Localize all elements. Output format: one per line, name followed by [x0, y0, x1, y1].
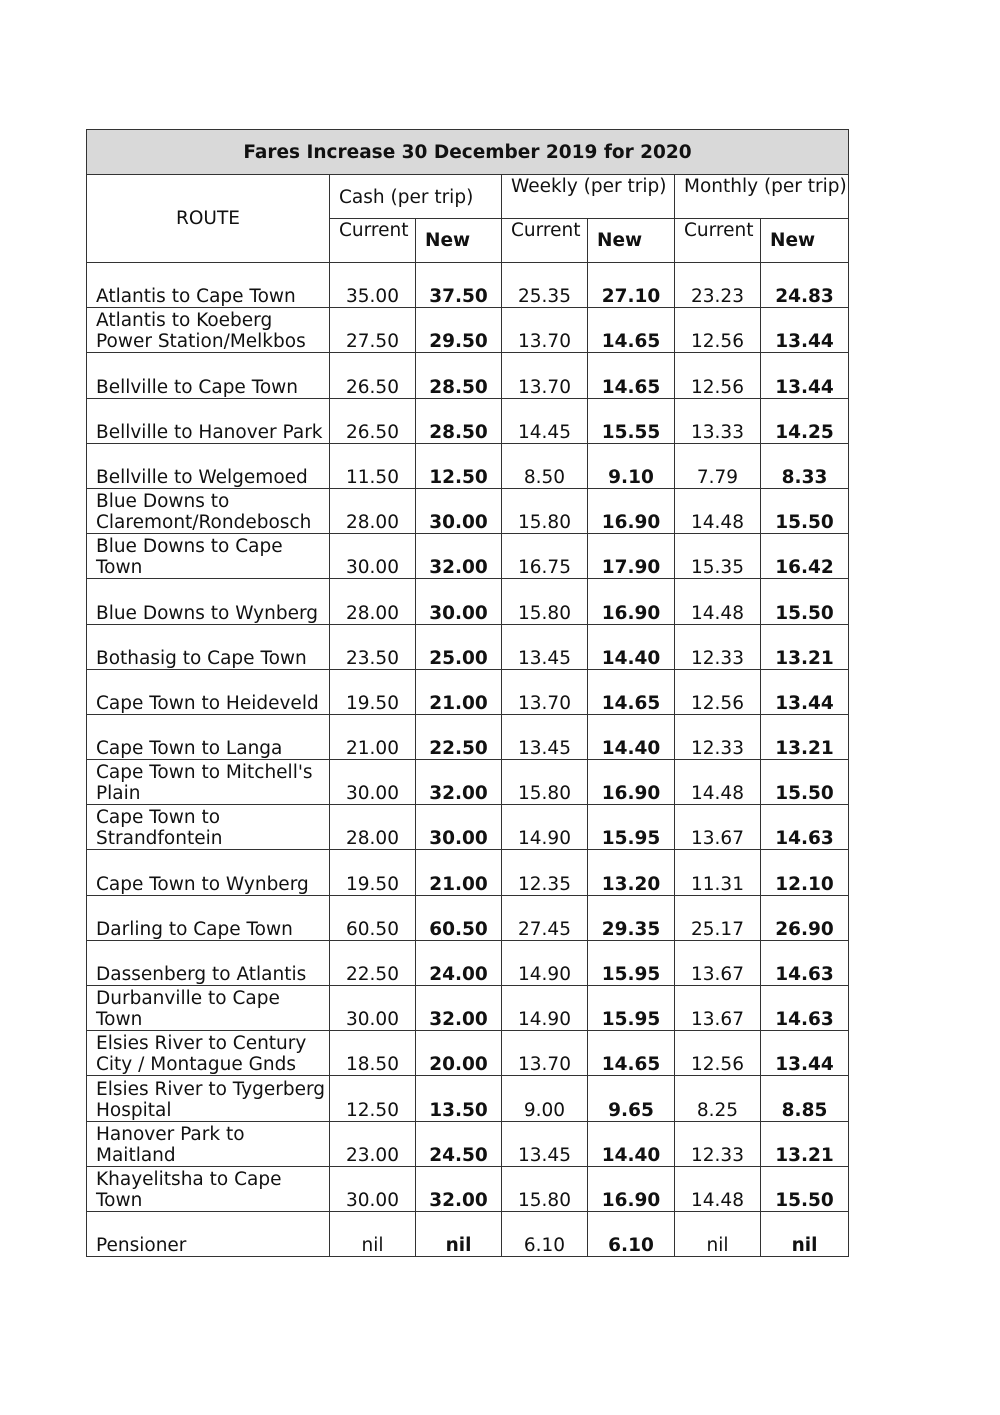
cash-new-cell: 30.00 — [416, 579, 502, 624]
monthly-new-cell: 13.21 — [761, 1121, 849, 1166]
weekly-new-cell: 27.10 — [588, 263, 675, 308]
weekly-current-cell: 14.90 — [502, 986, 588, 1031]
monthly-current-cell: 12.33 — [675, 624, 761, 669]
route-cell: Darling to Cape Town — [87, 895, 330, 940]
monthly-current-cell: 13.67 — [675, 940, 761, 985]
route-cell: Blue Downs to Cape Town — [87, 534, 330, 579]
weekly-current-cell: 15.80 — [502, 488, 588, 533]
monthly-new-cell: 8.85 — [761, 1076, 849, 1121]
monthly-new-cell: 13.44 — [761, 669, 849, 714]
cash-header: Cash (per trip) — [330, 175, 502, 219]
table-row — [87, 308, 849, 353]
cash-new-header: New — [416, 219, 502, 263]
weekly-current-cell: 13.45 — [502, 714, 588, 759]
weekly-current-cell: 9.00 — [502, 1076, 588, 1121]
fares-table — [86, 129, 849, 1257]
cash-new-cell: 32.00 — [416, 534, 502, 579]
weekly-new-cell: 29.35 — [588, 895, 675, 940]
cash-new-cell: 13.50 — [416, 1076, 502, 1121]
weekly-new-cell: 16.90 — [588, 760, 675, 805]
monthly-header: Monthly (per trip) — [675, 175, 849, 219]
route-cell: Atlantis to Koeberg Power Station/Melkbos — [87, 308, 330, 353]
monthly-current-cell: 13.67 — [675, 986, 761, 1031]
table-row — [87, 895, 849, 940]
weekly-new-cell: 14.65 — [588, 308, 675, 353]
weekly-current-cell: 13.70 — [502, 1031, 588, 1076]
monthly-new-cell: 24.83 — [761, 263, 849, 308]
monthly-current-cell: 14.48 — [675, 488, 761, 533]
monthly-current-cell: 23.23 — [675, 263, 761, 308]
weekly-current-cell: 13.70 — [502, 308, 588, 353]
monthly-current-cell: 14.48 — [675, 760, 761, 805]
table-title: Fares Increase 30 December 2019 for 2020 — [87, 130, 849, 175]
monthly-current-cell: 14.48 — [675, 579, 761, 624]
weekly-current-cell: 6.10 — [502, 1211, 588, 1256]
weekly-current-cell: 8.50 — [502, 443, 588, 488]
cash-new-cell: 30.00 — [416, 805, 502, 850]
weekly-current-cell: 13.45 — [502, 1121, 588, 1166]
weekly-current-header: Current — [502, 219, 588, 263]
cash-new-cell: 32.00 — [416, 986, 502, 1031]
weekly-new-cell: 6.10 — [588, 1211, 675, 1256]
cash-current-cell: 28.00 — [330, 579, 416, 624]
table-row — [87, 579, 849, 624]
weekly-new-cell: 17.90 — [588, 534, 675, 579]
weekly-new-cell: 9.65 — [588, 1076, 675, 1121]
monthly-current-cell: 14.48 — [675, 1166, 761, 1211]
weekly-current-cell: 14.90 — [502, 805, 588, 850]
cash-current-cell: 26.50 — [330, 398, 416, 443]
route-cell: Elsies River to Century City / Montague Gnds — [87, 1031, 330, 1076]
cash-new-cell: 20.00 — [416, 1031, 502, 1076]
monthly-new-cell: 14.63 — [761, 805, 849, 850]
weekly-new-cell: 9.10 — [588, 443, 675, 488]
table-row — [87, 1121, 849, 1166]
weekly-current-cell: 13.70 — [502, 353, 588, 398]
monthly-current-cell: 11.31 — [675, 850, 761, 895]
cash-new-cell: 21.00 — [416, 850, 502, 895]
fare-rows — [87, 263, 849, 1257]
monthly-new-cell: 13.21 — [761, 624, 849, 669]
weekly-current-cell: 15.80 — [502, 760, 588, 805]
weekly-current-cell: 14.45 — [502, 398, 588, 443]
cash-current-cell: 28.00 — [330, 805, 416, 850]
cash-new-cell: 24.00 — [416, 940, 502, 985]
monthly-new-cell: 8.33 — [761, 443, 849, 488]
weekly-new-cell: 14.40 — [588, 714, 675, 759]
cash-current-cell: 30.00 — [330, 534, 416, 579]
monthly-new-cell: 13.21 — [761, 714, 849, 759]
route-cell: Hanover Park to Maitland — [87, 1121, 330, 1166]
monthly-new-cell: 14.63 — [761, 940, 849, 985]
cash-new-cell: 28.50 — [416, 353, 502, 398]
cash-new-cell: 37.50 — [416, 263, 502, 308]
monthly-current-cell: 12.56 — [675, 353, 761, 398]
weekly-current-cell: 16.75 — [502, 534, 588, 579]
cash-current-cell: 30.00 — [330, 1166, 416, 1211]
table-row — [87, 805, 849, 850]
table-row — [87, 1211, 849, 1256]
weekly-new-cell: 15.95 — [588, 805, 675, 850]
monthly-current-header: Current — [675, 219, 761, 263]
route-cell: Bellville to Welgemoed — [87, 443, 330, 488]
weekly-new-cell: 14.65 — [588, 669, 675, 714]
route-cell: Blue Downs to Wynberg — [87, 579, 330, 624]
route-cell: Dassenberg to Atlantis — [87, 940, 330, 985]
cash-new-cell: nil — [416, 1211, 502, 1256]
monthly-current-cell: 12.33 — [675, 714, 761, 759]
cash-new-cell: 32.00 — [416, 1166, 502, 1211]
table-row — [87, 1076, 849, 1121]
table-row — [87, 488, 849, 533]
weekly-current-cell: 12.35 — [502, 850, 588, 895]
weekly-header: Weekly (per trip) — [502, 175, 675, 219]
monthly-current-cell: 25.17 — [675, 895, 761, 940]
route-cell: Atlantis to Cape Town — [87, 263, 330, 308]
cash-new-cell: 60.50 — [416, 895, 502, 940]
weekly-current-cell: 25.35 — [502, 263, 588, 308]
monthly-new-cell: nil — [761, 1211, 849, 1256]
cash-new-cell: 29.50 — [416, 308, 502, 353]
route-cell: Cape Town to Mitchell's Plain — [87, 760, 330, 805]
monthly-new-cell: 16.42 — [761, 534, 849, 579]
monthly-current-cell: 12.56 — [675, 308, 761, 353]
route-cell: Bothasig to Cape Town — [87, 624, 330, 669]
route-cell: Bellville to Cape Town — [87, 353, 330, 398]
cash-current-cell: 26.50 — [330, 353, 416, 398]
monthly-current-cell: 12.56 — [675, 1031, 761, 1076]
cash-current-cell: 11.50 — [330, 443, 416, 488]
route-header: ROUTE — [87, 175, 330, 263]
table-row — [87, 443, 849, 488]
cash-current-cell: 35.00 — [330, 263, 416, 308]
weekly-current-cell: 13.45 — [502, 624, 588, 669]
monthly-current-cell: 15.35 — [675, 534, 761, 579]
route-cell: Blue Downs to Claremont/Rondebosch — [87, 488, 330, 533]
weekly-new-cell: 14.65 — [588, 353, 675, 398]
monthly-current-cell: 12.33 — [675, 1121, 761, 1166]
weekly-new-cell: 14.40 — [588, 624, 675, 669]
table-row — [87, 534, 849, 579]
weekly-new-cell: 15.95 — [588, 940, 675, 985]
monthly-new-cell: 15.50 — [761, 760, 849, 805]
table-row — [87, 1166, 849, 1211]
weekly-new-cell: 16.90 — [588, 1166, 675, 1211]
route-cell: Pensioner — [87, 1211, 330, 1256]
route-cell: Cape Town to Strandfontein — [87, 805, 330, 850]
route-cell: Bellville to Hanover Park — [87, 398, 330, 443]
weekly-current-cell: 13.70 — [502, 669, 588, 714]
weekly-current-cell: 15.80 — [502, 1166, 588, 1211]
cash-new-cell: 12.50 — [416, 443, 502, 488]
cash-new-cell: 24.50 — [416, 1121, 502, 1166]
cash-new-cell: 30.00 — [416, 488, 502, 533]
monthly-current-cell: 8.25 — [675, 1076, 761, 1121]
monthly-new-cell: 14.25 — [761, 398, 849, 443]
cash-current-cell: 30.00 — [330, 986, 416, 1031]
route-cell: Cape Town to Langa — [87, 714, 330, 759]
weekly-new-cell: 15.55 — [588, 398, 675, 443]
weekly-new-cell: 13.20 — [588, 850, 675, 895]
monthly-new-cell: 13.44 — [761, 353, 849, 398]
monthly-new-cell: 15.50 — [761, 488, 849, 533]
cash-current-cell: 18.50 — [330, 1031, 416, 1076]
table-row — [87, 398, 849, 443]
monthly-current-cell: nil — [675, 1211, 761, 1256]
monthly-current-cell: 13.67 — [675, 805, 761, 850]
table-row — [87, 940, 849, 985]
route-cell: Cape Town to Heideveld — [87, 669, 330, 714]
cash-current-cell: 28.00 — [330, 488, 416, 533]
table-row — [87, 263, 849, 308]
monthly-current-cell: 7.79 — [675, 443, 761, 488]
table-row — [87, 714, 849, 759]
cash-new-cell: 28.50 — [416, 398, 502, 443]
cash-new-cell: 22.50 — [416, 714, 502, 759]
cash-current-cell: 27.50 — [330, 308, 416, 353]
route-cell: Khayelitsha to Cape Town — [87, 1166, 330, 1211]
table-row — [87, 669, 849, 714]
weekly-current-cell: 27.45 — [502, 895, 588, 940]
cash-current-header: Current — [330, 219, 416, 263]
monthly-current-cell: 12.56 — [675, 669, 761, 714]
cash-current-cell: 60.50 — [330, 895, 416, 940]
table-row — [87, 624, 849, 669]
weekly-new-header: New — [588, 219, 675, 263]
monthly-current-cell: 13.33 — [675, 398, 761, 443]
monthly-new-cell: 13.44 — [761, 1031, 849, 1076]
weekly-current-cell: 15.80 — [502, 579, 588, 624]
cash-new-cell: 21.00 — [416, 669, 502, 714]
table-row — [87, 986, 849, 1031]
weekly-new-cell: 16.90 — [588, 579, 675, 624]
cash-current-cell: 30.00 — [330, 760, 416, 805]
cash-current-cell: 12.50 — [330, 1076, 416, 1121]
cash-current-cell: 19.50 — [330, 850, 416, 895]
table-row — [87, 353, 849, 398]
table-row — [87, 1031, 849, 1076]
cash-current-cell: 22.50 — [330, 940, 416, 985]
cash-current-cell: 23.00 — [330, 1121, 416, 1166]
table-row — [87, 850, 849, 895]
monthly-new-cell: 14.63 — [761, 986, 849, 1031]
cash-current-cell: 21.00 — [330, 714, 416, 759]
route-cell: Durbanville to Cape Town — [87, 986, 330, 1031]
cash-current-cell: 19.50 — [330, 669, 416, 714]
monthly-new-cell: 12.10 — [761, 850, 849, 895]
weekly-new-cell: 14.65 — [588, 1031, 675, 1076]
cash-current-cell: nil — [330, 1211, 416, 1256]
table-row — [87, 760, 849, 805]
monthly-new-cell: 15.50 — [761, 579, 849, 624]
weekly-new-cell: 14.40 — [588, 1121, 675, 1166]
weekly-new-cell: 15.95 — [588, 986, 675, 1031]
weekly-new-cell: 16.90 — [588, 488, 675, 533]
cash-current-cell: 23.50 — [330, 624, 416, 669]
monthly-new-header: New — [761, 219, 849, 263]
monthly-new-cell: 15.50 — [761, 1166, 849, 1211]
cash-new-cell: 32.00 — [416, 760, 502, 805]
cash-new-cell: 25.00 — [416, 624, 502, 669]
monthly-new-cell: 26.90 — [761, 895, 849, 940]
route-cell: Cape Town to Wynberg — [87, 850, 330, 895]
weekly-current-cell: 14.90 — [502, 940, 588, 985]
route-cell: Elsies River to Tygerberg Hospital — [87, 1076, 330, 1121]
monthly-new-cell: 13.44 — [761, 308, 849, 353]
